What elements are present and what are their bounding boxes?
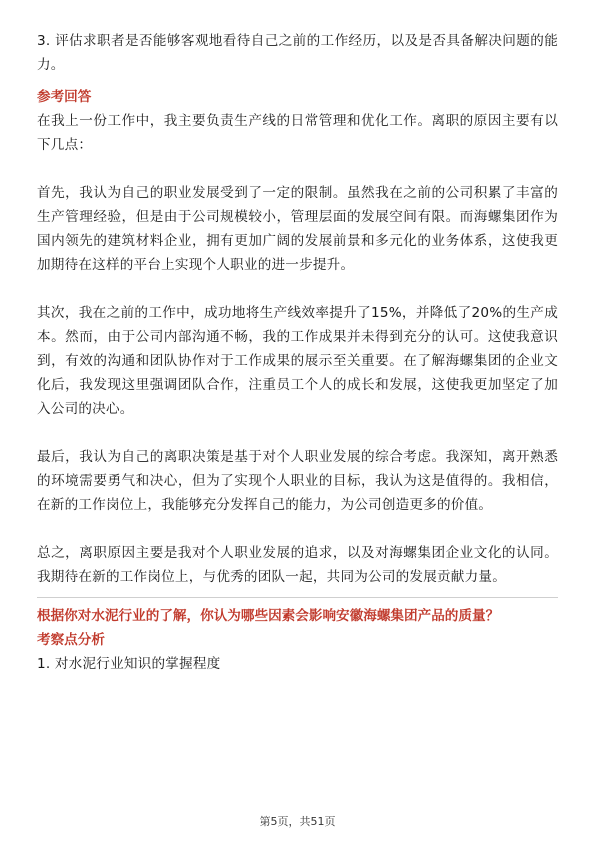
evaluation-point-3: 3. 评估求职者是否能够客观地看待自己之前的工作经历，以及是否具备解决问题的能力。 [37, 33, 558, 73]
answer-paragraph-summary: 总之，离职原因主要是我对个人职业发展的追求，以及对海螺集团企业文化的认同。我期待在新的工作岗位上，与优秀的团队一起，共同为公司的发展贡献力量。 [37, 545, 558, 585]
answer-paragraph-intro: 在我上一份工作中，我主要负责生产线的日常管理和优化工作。离职的原因主要有以下几点： [37, 113, 558, 153]
paragraph-spacer [37, 277, 558, 301]
analysis-heading: 考察点分析 [37, 632, 105, 648]
question-heading: 根据你对水泥行业的了解，你认为哪些因素会影响安徽海螺集团产品的质量？ [37, 608, 500, 624]
section-divider [37, 597, 558, 598]
paragraph-spacer [37, 157, 558, 181]
answer-paragraph-first: 首先，我认为自己的职业发展受到了一定的限制。虽然我在之前的公司积累了丰富的生产管理经验，但是由于公司规模较小，管理层面的发展空间有限。而海螺集团作为国内领先的建筑材料企业，拥有更加广阔的发展前景和多元化的业务体系，这使我更加期待在这样的平台上实现个人职业的进一步提升。 [37, 185, 558, 273]
answer-heading: 参考回答 [37, 89, 92, 105]
answer-paragraph-last: 最后，我认为自己的离职决策是基于对个人职业发展的综合考虑。我深知，离开熟悉的环境需要勇气和决心，但为了实现个人职业的目标，我认为这是值得的。我相信，在新的工作岗位上，我能够充分发挥自己的能力，为公司创造更多的价值。 [37, 449, 558, 513]
analysis-point-1: 1. 对水泥行业知识的掌握程度 [37, 656, 221, 672]
answer-paragraph-second: 其次，我在之前的工作中，成功地将生产线效率提升了15%，并降低了20%的生产成本。然而，由于公司内部沟通不畅，我的工作成果并未得到充分的认可。这使我意识到，有效的沟通和团队协作对于工作成果的展示至关重要。在了解海螺集团的企业文化后，我发现这里强调团队合作，注重员工个人的成长和发展，这使我更加坚定了加入公司的决心。 [37, 305, 558, 417]
page-content [37, 29, 558, 676]
paragraph-spacer [37, 517, 558, 541]
paragraph-spacer [37, 421, 558, 445]
page-number: 第5页，共51页 [259, 815, 336, 828]
